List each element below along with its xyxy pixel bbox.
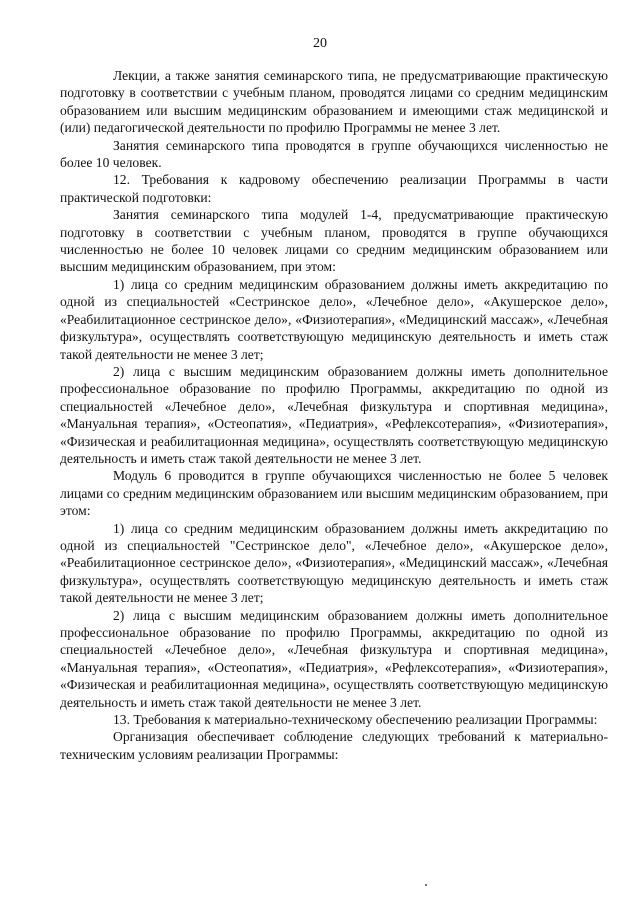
paragraph-seminar-group-size: Занятия семинарского типа проводятся в группе обучающихся численностью не более 10 человек. — [60, 137, 608, 171]
scan-speck — [425, 884, 427, 886]
paragraph-section-13-heading: 13. Требования к материально-техническому обеспечению реализации Программы: — [113, 712, 598, 728]
paragraph-module-6-item-1: 1) лица со средним медицинским образованием должны иметь аккредитацию по одной из специальностей "Сестринское дело", «Лечебное дело», «Акушерское дело», «Реабилитационное сестринское дело», «Физиотерапия», «Медицинский массаж», «Лечебная физкультура», осуществлять соответствующую медицинскую деятельность и иметь стаж такой деятельности не менее 3 лет; — [60, 520, 608, 606]
paragraph-organization-requirements: Организация обеспечивает соблюдение следующих требований к материально-техническим условиям реализации Программы: — [60, 729, 608, 762]
paragraph-modules-1-4-item-1: 1) лица со средним медицинским образованием должны иметь аккредитацию по одной из специальностей «Сестринское дело», «Лечебное дело», «Акушерское дело», «Реабилитационное сестринское дело», «Физиотерапия», «Медицинский массаж», «Лечебная физкультура», осуществлять соответствующую медицинскую деятельность и иметь стаж такой деятельности не менее 3 лет; — [60, 276, 608, 362]
paragraph-module-6: Модуль 6 проводится в группе обучающихся численностью не более 5 человек лицами со средним медицинским образованием или высшим медицинским образованием, при этом: — [60, 468, 608, 519]
document-body — [60, 67, 608, 763]
paragraph-modules-1-4-item-2: 2) лица с высшим медицинским образованием должны иметь дополнительное профессиональное образование по профилю Программы, аккредитацию по одной из специальностей «Лечебное дело», «Лечебная физкультура и спортивная медицина», «Мануальная терапия», «Остеопатия», «Педиатрия», «Рефлексотерапия», «Физиотерапия», «Физическая и реабилитационная медицина», осуществлять соответствующую медицинскую деятельность и иметь стаж такой деятельности не менее 3 лет. — [60, 363, 608, 466]
paragraph-lectures-staff: Лекции, а также занятия семинарского типа, не предусматривающие практическую подготовку в соответствии с учебным планом, проводятся лицами со средним медицинским образованием или высшим медицинским образованием и имеющими стаж медицинской и (или) педагогической деятельности по профилю Программы не менее 3 лет. — [60, 68, 608, 136]
paragraph-module-6-item-2: 2) лица с высшим медицинским образованием должны иметь дополнительное профессиональное образование по профилю Программы, аккредитацию по одной из специальностей «Лечебное дело», «Лечебная физкультура и спортивная медицина», «Мануальная терапия», «Остеопатия», «Педиатрия», «Рефлексотерапия», «Физиотерапия», «Физическая и реабилитационная медицина», осуществлять соответствующую медицинскую деятельность и иметь стаж такой деятельности не менее 3 лет. — [60, 607, 608, 710]
paragraph-section-12-heading: 12. Требования к кадровому обеспечению реализации Программы в части практической подготовки: — [60, 172, 608, 205]
paragraph-modules-1-4: Занятия семинарского типа модулей 1-4, предусматривающие практическую подготовку в соответствии с учебным планом, проводятся в группе обучающихся численностью не более 10 человек лицами со средним медицинским образованием или высшим медицинским образованием, при этом: — [60, 207, 608, 275]
page-number: 20 — [313, 36, 327, 51]
